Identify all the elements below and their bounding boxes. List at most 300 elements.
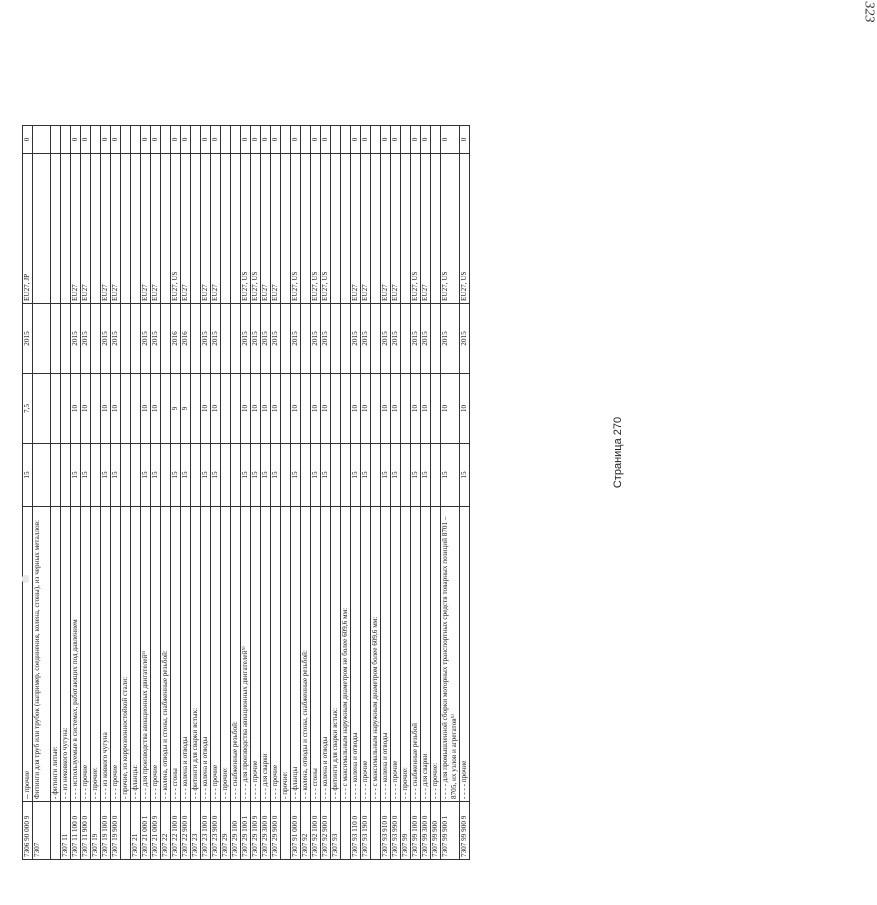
year-cell	[401, 304, 411, 374]
year-cell	[301, 304, 311, 374]
year-cell	[61, 304, 71, 374]
flag-cell	[91, 126, 101, 154]
year-cell	[51, 304, 61, 374]
reduced-rate-cell: 10	[111, 374, 121, 444]
year-cell: 2016	[181, 304, 191, 374]
table-row	[161, 126, 171, 860]
description-cell: - фитинги литые:	[51, 507, 61, 802]
reduced-rate-cell: 10	[141, 374, 151, 444]
flag-cell	[61, 126, 71, 154]
flag-cell: 0	[23, 126, 33, 154]
flag-cell	[121, 126, 131, 154]
base-rate-cell: 15	[261, 444, 271, 507]
countries-cell	[401, 154, 411, 304]
year-cell: 2015	[381, 304, 391, 374]
year-cell: 2015	[441, 304, 460, 374]
year-cell: 2015	[421, 304, 431, 374]
tariff-code-cell: 7307 21 000 9	[151, 802, 161, 860]
table-row	[171, 126, 181, 860]
base-rate-cell: 15	[291, 444, 301, 507]
countries-cell	[51, 154, 61, 304]
countries-cell	[121, 154, 131, 304]
page-footer: Страница 270	[612, 416, 624, 489]
base-rate-cell: 15	[71, 444, 81, 507]
table-row	[201, 126, 211, 860]
tariff-code-cell: 7307 99 900 9	[460, 802, 470, 860]
tariff-code-cell: 7307 23	[191, 802, 201, 860]
flag-cell: 0	[251, 126, 261, 154]
flag-cell	[161, 126, 171, 154]
reduced-rate-cell	[341, 374, 351, 444]
countries-cell: EU27	[181, 154, 191, 304]
description-cell: - - - прочие	[111, 507, 121, 802]
year-cell: 2015	[321, 304, 331, 374]
reduced-rate-cell: 10	[381, 374, 391, 444]
base-rate-cell	[191, 444, 201, 507]
table-row	[91, 126, 101, 860]
flag-cell: 0	[460, 126, 470, 154]
description-cell: - - фитинги для сварки встык:	[191, 507, 201, 802]
tariff-code-cell: 7307 11 100 0	[71, 802, 81, 860]
countries-cell: EU27	[81, 154, 91, 304]
reduced-rate-cell	[51, 374, 61, 444]
table-row	[261, 126, 271, 860]
reduced-rate-cell	[431, 374, 441, 444]
year-cell	[331, 304, 341, 374]
year-cell: 2015	[101, 304, 111, 374]
countries-cell: EU27	[381, 154, 391, 304]
description-cell: - - - для производства авиационных двигателей⁵⁾	[141, 507, 151, 802]
reduced-rate-cell	[191, 374, 201, 444]
tariff-code-cell: 7307 29 100	[231, 802, 241, 860]
tariff-code-cell: 7307 23 900 0	[211, 802, 221, 860]
flag-cell: 0	[241, 126, 251, 154]
table-row	[391, 126, 401, 860]
base-rate-cell: 15	[411, 444, 421, 507]
countries-cell	[431, 154, 441, 304]
table-row	[211, 126, 221, 860]
year-cell: 2015	[291, 304, 301, 374]
tariff-code-cell: 7307 93 190 0	[361, 802, 371, 860]
tariff-code-cell	[121, 802, 131, 860]
base-rate-cell: 15	[23, 444, 33, 507]
description-cell: - прочие:	[281, 507, 291, 802]
reduced-rate-cell: 10	[81, 374, 91, 444]
countries-cell: EU27	[201, 154, 211, 304]
base-rate-cell: 15	[211, 444, 221, 507]
countries-cell: EU27	[101, 154, 111, 304]
base-rate-cell	[281, 444, 291, 507]
scan-smudge	[22, 575, 29, 583]
reduced-rate-cell	[91, 374, 101, 444]
base-rate-cell	[331, 444, 341, 507]
flag-cell: 0	[321, 126, 331, 154]
table-row	[181, 126, 191, 860]
tariff-table	[22, 125, 470, 860]
table-row	[151, 126, 161, 860]
description-cell: - - - колена и отводы	[201, 507, 211, 802]
tariff-code-cell: 7307 92	[301, 802, 311, 860]
reduced-rate-cell	[401, 374, 411, 444]
table-row	[341, 126, 351, 860]
reduced-rate-cell	[301, 374, 311, 444]
tariff-code-cell: 7306 90 000 9	[23, 802, 33, 860]
year-cell: 2015	[23, 304, 33, 374]
tariff-code-cell: 7307 11	[61, 802, 71, 860]
tariff-code-cell: 7307 19	[91, 802, 101, 860]
flag-cell: 0	[361, 126, 371, 154]
handwritten-page-mark: 323	[861, 1, 877, 23]
flag-cell: 0	[271, 126, 281, 154]
year-cell: 2015	[351, 304, 361, 374]
year-cell: 2015	[411, 304, 421, 374]
reduced-rate-cell: 10	[71, 374, 81, 444]
description-cell: - - - прочие	[211, 507, 221, 802]
countries-cell: EU27	[111, 154, 121, 304]
tariff-code-cell: 7307 93 990 0	[391, 802, 401, 860]
year-cell	[431, 304, 441, 374]
tariff-code-cell	[371, 802, 381, 860]
countries-cell	[131, 154, 141, 304]
countries-cell	[91, 154, 101, 304]
description-cell: - - - используемые в системах, работающих под давлением	[71, 507, 81, 802]
base-rate-cell	[221, 444, 231, 507]
flag-cell	[33, 126, 51, 154]
year-cell: 2015	[271, 304, 281, 374]
table-row	[81, 126, 91, 860]
countries-cell: EU27, JP	[23, 154, 33, 304]
countries-cell	[61, 154, 71, 304]
base-rate-cell	[431, 444, 441, 507]
flag-cell: 0	[311, 126, 321, 154]
year-cell	[281, 304, 291, 374]
description-cell: - - - с максимальным наружным диаметром не более 609,6 мм:	[341, 507, 351, 802]
year-cell: 2015	[311, 304, 321, 374]
description-cell: - - - - для производства авиационных двигателей⁵⁾	[241, 507, 251, 802]
tariff-code-cell: 7307 11 900 0	[81, 802, 91, 860]
year-cell: 2015	[391, 304, 401, 374]
description-cell: Фитинги для труб или трубок (например, соединения, колена, сгоны), из черных металлов:	[33, 507, 51, 802]
flag-cell: 0	[421, 126, 431, 154]
table-row	[361, 126, 371, 860]
base-rate-cell	[231, 444, 241, 507]
reduced-rate-cell: 10	[411, 374, 421, 444]
year-cell: 2016	[171, 304, 181, 374]
flag-cell: 0	[171, 126, 181, 154]
flag-cell	[331, 126, 341, 154]
tariff-code-cell: 7307 99 900	[431, 802, 441, 860]
base-rate-cell: 15	[111, 444, 121, 507]
table-row	[61, 126, 71, 860]
reduced-rate-cell	[61, 374, 71, 444]
description-cell: - - фитинги для сварки встык:	[331, 507, 341, 802]
base-rate-cell: 15	[141, 444, 151, 507]
description-cell: - - - прочие:	[431, 507, 441, 802]
flag-cell	[341, 126, 351, 154]
flag-cell	[221, 126, 231, 154]
countries-cell	[281, 154, 291, 304]
year-cell	[33, 304, 51, 374]
table-row	[441, 126, 460, 860]
tariff-code-cell: 7307 29	[221, 802, 231, 860]
reduced-rate-cell: 10	[261, 374, 271, 444]
tariff-code-cell: 7307 29 900 0	[271, 802, 281, 860]
base-rate-cell: 15	[311, 444, 321, 507]
year-cell: 2015	[460, 304, 470, 374]
reduced-rate-cell: 10	[241, 374, 251, 444]
reduced-rate-cell: 10	[251, 374, 261, 444]
table-row	[51, 126, 61, 860]
base-rate-cell: 15	[81, 444, 91, 507]
reduced-rate-cell	[121, 374, 131, 444]
description-cell: - - - - прочие	[361, 507, 371, 802]
base-rate-cell: 15	[391, 444, 401, 507]
countries-cell	[371, 154, 381, 304]
tariff-code-cell: 7307 22 900 0	[181, 802, 191, 860]
flag-cell: 0	[391, 126, 401, 154]
table-row	[281, 126, 291, 860]
reduced-rate-cell: 10	[101, 374, 111, 444]
reduced-rate-cell: 10	[321, 374, 331, 444]
table-row	[191, 126, 201, 860]
flag-cell	[371, 126, 381, 154]
table-row	[291, 126, 301, 860]
description-cell: - - - прочие	[271, 507, 281, 802]
year-cell: 2015	[71, 304, 81, 374]
base-rate-cell	[371, 444, 381, 507]
countries-cell: EU27, US	[411, 154, 421, 304]
table-row	[101, 126, 111, 860]
base-rate-cell: 15	[321, 444, 331, 507]
year-cell: 2015	[81, 304, 91, 374]
tariff-code-cell: 7307 92 900 0	[321, 802, 331, 860]
year-cell: 2015	[141, 304, 151, 374]
table-row	[301, 126, 311, 860]
tariff-code-cell	[341, 802, 351, 860]
reduced-rate-cell: 10	[151, 374, 161, 444]
tariff-code-cell: 7307 92 100 0	[311, 802, 321, 860]
table-row	[311, 126, 321, 860]
base-rate-cell: 15	[361, 444, 371, 507]
description-cell: - - - - колена и отводы	[351, 507, 361, 802]
flag-cell: 0	[101, 126, 111, 154]
flag-cell	[431, 126, 441, 154]
tariff-code-cell: 7307 91 000 0	[291, 802, 301, 860]
reduced-rate-cell: 10	[201, 374, 211, 444]
countries-cell: EU27, US	[171, 154, 181, 304]
table-row	[371, 126, 381, 860]
flag-cell: 0	[111, 126, 121, 154]
table-row	[460, 126, 470, 860]
table-row	[121, 126, 131, 860]
tariff-code-cell: 7307 99 300 0	[421, 802, 431, 860]
year-cell: 2015	[261, 304, 271, 374]
base-rate-cell: 15	[351, 444, 361, 507]
base-rate-cell: 15	[460, 444, 470, 507]
countries-cell: EU27, US	[321, 154, 331, 304]
base-rate-cell	[33, 444, 51, 507]
base-rate-cell: 15	[201, 444, 211, 507]
description-cell: - - - колена и отводы	[321, 507, 331, 802]
description-cell: - - фланцы:	[131, 507, 141, 802]
table-row	[331, 126, 341, 860]
countries-cell	[341, 154, 351, 304]
countries-cell: EU27, US	[460, 154, 470, 304]
tariff-code-cell: 7307 93 910 0	[381, 802, 391, 860]
description-cell: - - прочие:	[401, 507, 411, 802]
year-cell	[121, 304, 131, 374]
description-cell: - - - снабженные резьбой	[411, 507, 421, 802]
reduced-rate-cell	[331, 374, 341, 444]
flag-cell: 0	[71, 126, 81, 154]
year-cell	[221, 304, 231, 374]
tariff-code-cell: 7307 19 100 0	[101, 802, 111, 860]
countries-cell	[231, 154, 241, 304]
base-rate-cell	[121, 444, 131, 507]
base-rate-cell	[61, 444, 71, 507]
base-rate-cell: 15	[181, 444, 191, 507]
year-cell: 2015	[241, 304, 251, 374]
year-cell	[231, 304, 241, 374]
tariff-code-cell	[51, 802, 61, 860]
reduced-rate-cell: 10	[211, 374, 221, 444]
description-cell: - - - сгоны	[311, 507, 321, 802]
base-rate-cell: 15	[241, 444, 251, 507]
flag-cell	[281, 126, 291, 154]
flag-cell: 0	[201, 126, 211, 154]
table-row	[231, 126, 241, 860]
reduced-rate-cell: 10	[271, 374, 281, 444]
reduced-rate-cell: 10	[421, 374, 431, 444]
flag-cell: 0	[291, 126, 301, 154]
description-cell: - - - для сварки	[421, 507, 431, 802]
description-cell: - - - для сварки	[261, 507, 271, 802]
tariff-code-cell: 7307 93	[331, 802, 341, 860]
table-row	[71, 126, 81, 860]
flag-cell: 0	[81, 126, 91, 154]
table-row	[271, 126, 281, 860]
reduced-rate-cell	[33, 374, 51, 444]
tariff-code-cell: 7307	[33, 802, 51, 860]
table-row	[111, 126, 121, 860]
countries-cell: EU27, US	[441, 154, 460, 304]
base-rate-cell	[91, 444, 101, 507]
description-cell: - - колена, отводы и сгоны, снабженные резьбой:	[161, 507, 171, 802]
table-row	[23, 126, 33, 860]
table-row	[221, 126, 231, 860]
description-cell: - - - - прочие	[460, 507, 470, 802]
countries-cell	[301, 154, 311, 304]
table-row	[251, 126, 261, 860]
reduced-rate-cell	[221, 374, 231, 444]
description-cell: - - - из ковкого чугуна	[101, 507, 111, 802]
year-cell	[161, 304, 171, 374]
description-cell: - - - - для промышленной сборки моторных транспортных средств товарных позиций 8701 – 8705, их узлов и агрегатов⁵⁾	[441, 507, 460, 802]
reduced-rate-cell: 10	[351, 374, 361, 444]
base-rate-cell	[341, 444, 351, 507]
base-rate-cell: 15	[151, 444, 161, 507]
tariff-code-cell: 7307 99 100 0	[411, 802, 421, 860]
reduced-rate-cell	[281, 374, 291, 444]
reduced-rate-cell: 10	[361, 374, 371, 444]
countries-cell: EU27, US	[241, 154, 251, 304]
reduced-rate-cell: 7,5	[23, 374, 33, 444]
base-rate-cell: 15	[101, 444, 111, 507]
flag-cell: 0	[141, 126, 151, 154]
tariff-code-cell	[281, 802, 291, 860]
description-cell: -- прочие	[23, 507, 33, 802]
reduced-rate-cell: 10	[291, 374, 301, 444]
countries-cell: EU27	[141, 154, 151, 304]
base-rate-cell	[131, 444, 141, 507]
base-rate-cell	[401, 444, 411, 507]
year-cell	[191, 304, 201, 374]
flag-cell: 0	[411, 126, 421, 154]
tariff-code-cell: 7307 21	[131, 802, 141, 860]
tariff-code-cell: 7307 29 100 9	[251, 802, 261, 860]
flag-cell: 0	[261, 126, 271, 154]
base-rate-cell	[301, 444, 311, 507]
countries-cell: EU27, US	[311, 154, 321, 304]
year-cell: 2015	[201, 304, 211, 374]
countries-cell: EU27	[361, 154, 371, 304]
description-cell: - - - снабженные резьбой:	[231, 507, 241, 802]
flag-cell: 0	[351, 126, 361, 154]
tariff-code-cell: 7307 22 100 0	[171, 802, 181, 860]
countries-cell: EU27	[151, 154, 161, 304]
description-cell: - - - - колена и отводы	[381, 507, 391, 802]
year-cell: 2015	[361, 304, 371, 374]
year-cell	[341, 304, 351, 374]
countries-cell	[191, 154, 201, 304]
base-rate-cell	[161, 444, 171, 507]
table-row	[141, 126, 151, 860]
flag-cell	[191, 126, 201, 154]
year-cell: 2015	[111, 304, 121, 374]
tariff-code-cell: 7307 23 100 0	[201, 802, 211, 860]
tariff-code-cell: 7307 99	[401, 802, 411, 860]
countries-cell: EU27	[211, 154, 221, 304]
flag-cell	[51, 126, 61, 154]
description-cell: - - - прочие	[81, 507, 91, 802]
reduced-rate-cell: 10	[391, 374, 401, 444]
year-cell	[131, 304, 141, 374]
reduced-rate-cell: 10	[311, 374, 321, 444]
countries-cell	[221, 154, 231, 304]
base-rate-cell: 15	[421, 444, 431, 507]
table-row	[431, 126, 441, 860]
tariff-code-cell: 7307 99 900 1	[441, 802, 460, 860]
base-rate-cell: 15	[441, 444, 460, 507]
description-cell: - - фланцы	[291, 507, 301, 802]
flag-cell	[301, 126, 311, 154]
countries-cell	[33, 154, 51, 304]
countries-cell: EU27, US	[251, 154, 261, 304]
tariff-code-cell: 7307 21 000 1	[141, 802, 151, 860]
flag-cell: 0	[151, 126, 161, 154]
base-rate-cell	[51, 444, 61, 507]
tariff-code-cell: 7307 22	[161, 802, 171, 860]
flag-cell: 0	[211, 126, 221, 154]
table-row	[321, 126, 331, 860]
flag-cell	[401, 126, 411, 154]
description-cell: - - - колена и отводы	[181, 507, 191, 802]
year-cell: 2015	[251, 304, 261, 374]
description-cell: - - - прочие	[151, 507, 161, 802]
table-row	[131, 126, 141, 860]
description-cell: - - - - прочие	[391, 507, 401, 802]
description-cell: - прочие, из коррозионностойкой стали:	[121, 507, 131, 802]
